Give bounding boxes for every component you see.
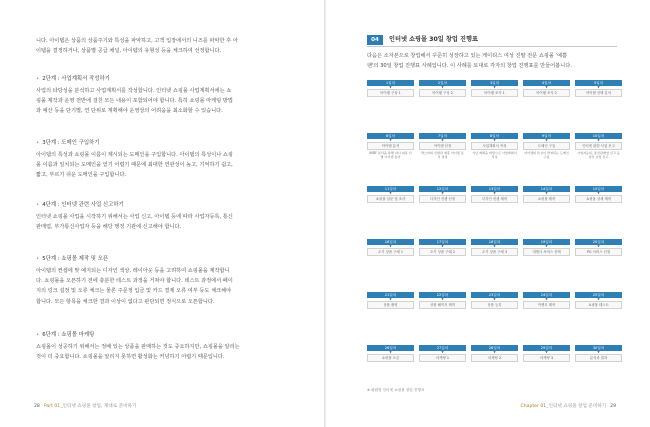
day-label: 17일차 xyxy=(419,239,466,245)
arrow-down-icon: ▼ xyxy=(597,138,600,142)
section-title: 인터넷 쇼핑몰 30일 창업 진행표 xyxy=(389,36,478,43)
task-description: 가난 계획을 바탕으로 사업계획서 작성 xyxy=(472,151,517,160)
arrow-down-icon: ▼ xyxy=(597,350,600,354)
day-label: 2일차 xyxy=(419,80,466,86)
right-page xyxy=(326,0,650,427)
arrow-down-icon: ▼ xyxy=(545,138,548,142)
day-label: 1일차 xyxy=(367,80,414,86)
text-line: 사업의 타당성을 분석하고 사업계획서를 작성합니다. 인터넷 쇼핑몰 사업계획서에는 쇼 xyxy=(36,88,232,94)
schedule-day-cell xyxy=(471,345,518,379)
day-label: 9일차 xyxy=(523,133,570,139)
task-label: 쇼핑몰 상세 제작 xyxy=(575,195,622,203)
schedule-day-cell xyxy=(575,80,622,114)
schedule-day-cell xyxy=(523,239,570,273)
task-label: 상품 페이지 제작 xyxy=(419,301,466,309)
text-line: 인터넷 쇼핑몰 사업을 시작하기 위해서는 사업 신고, 아이템 등에 따라 사업자등록, 통신 xyxy=(36,214,233,220)
task-label: 아이템 선정 xyxy=(419,142,466,150)
text-line: 다음은 소자본으로 창업해서 꾸준히 성장하고 있는 케이티스 여성 진팔 전문 쇼핑몰 '예쁨 xyxy=(367,53,567,59)
schedule-day-cell xyxy=(419,133,466,167)
schedule-day-cell xyxy=(523,292,570,326)
footer-title: _인터넷 쇼핑몰 창업 준비하기 xyxy=(546,404,607,409)
task-label: 분석과 결과 xyxy=(575,354,622,362)
text-line: 합니다. 모든 항목을 체크한 결과 이상이 없다고 판단되면 정식으로 오픈합니다. xyxy=(36,298,215,305)
intro-paragraph xyxy=(36,36,304,56)
day-label: 24일차 xyxy=(523,292,570,298)
task-label: 상품 등록 xyxy=(471,301,518,309)
task-label: 초기 상품 구매 3 xyxy=(471,248,518,256)
section-heading: • 4단계 : 인터넷 관련 사업 신고하기 xyxy=(36,202,124,208)
intro-paragraph xyxy=(367,51,622,71)
schedule-day-cell xyxy=(575,133,622,167)
schedule-day-cell xyxy=(523,345,570,379)
part-label: Part 01 xyxy=(43,404,61,409)
task-label: 쇼핑몰 테스트 xyxy=(575,301,622,309)
day-label: 25일차 xyxy=(575,292,622,298)
day-label: 7일차 xyxy=(419,133,466,139)
arrow-down-icon: ▼ xyxy=(545,244,548,248)
task-label: 아이템 분석 xyxy=(367,142,414,150)
task-description xyxy=(419,203,466,220)
section-body xyxy=(36,86,304,117)
task-description xyxy=(419,97,466,114)
task-description xyxy=(367,256,414,273)
text-line: 몰 이름과 일치되는 도메인을 얻기 어렵기 때문에 최대한 연관성이 높고, 기억하기 쉽고, xyxy=(36,162,233,169)
task-description xyxy=(523,256,570,273)
day-label: 3일차 xyxy=(471,80,518,86)
arrow-down-icon: ▼ xyxy=(493,297,496,301)
day-label: 19일차 xyxy=(523,239,570,245)
text-line: 팬'의 30일 창업 진행표 사례입니다. 이 사례를 토대로 각자의 창업 진행표를 만들어봅니다. xyxy=(367,63,572,70)
schedule-day-cell xyxy=(471,239,518,273)
schedule-day-cell xyxy=(471,186,518,220)
task-description: IMDF 분석을 통해 자사 의류 선별 아이템 분석 xyxy=(369,151,412,160)
task-description xyxy=(575,203,622,220)
schedule-day-cell xyxy=(575,345,622,379)
section-body xyxy=(36,212,304,232)
day-label: 12일차 xyxy=(419,186,466,192)
text-line: 아이템의 컨셉에 맞 예지되는 디자인 색상, 레이아웃 등을 고려하여 쇼핑몰을 제작합니 xyxy=(36,268,230,274)
arrow-down-icon: ▼ xyxy=(545,297,548,301)
left-footer xyxy=(30,403,136,409)
page-number: 29 xyxy=(610,404,616,409)
day-label: 5일차 xyxy=(575,80,622,86)
arrow-down-icon: ▼ xyxy=(597,85,600,89)
task-label: 마케팅 2 xyxy=(471,354,518,362)
section-body xyxy=(36,150,304,181)
task-description xyxy=(523,97,570,114)
task-label: 마케팅 1 xyxy=(419,354,466,362)
schedule-table xyxy=(367,80,622,398)
task-description: 사업자등록, 통신판매업 신고 등 관련 사업 신고 xyxy=(577,151,620,160)
day-label: 21일차 xyxy=(367,292,414,298)
task-description xyxy=(367,309,414,326)
task-label: 아이템 조사 2 xyxy=(523,89,570,97)
day-label: 11일차 xyxy=(367,186,414,192)
text-line: 아이템의 특성과 쇼핑몰 이름이 제시되는 도메인을 구입합니다. 아이템의 특성이나 쇼핑 xyxy=(36,152,233,158)
task-label: 이벤트 제작 xyxy=(523,301,570,309)
schedule-day-cell xyxy=(367,186,414,220)
arrow-down-icon: ▼ xyxy=(493,350,496,354)
table-caption: ※ 회원명 인터넷 쇼핑몰 창업 진행표 xyxy=(367,388,425,392)
task-description xyxy=(523,362,570,379)
schedule-day-cell xyxy=(471,133,518,167)
text-line: 쇼핑몰이 성공하기 위해서는 정배 있는 상품을 판매하는 것도 중요하지만, 쇼핑몰을 알리는 xyxy=(36,344,240,350)
arrow-down-icon: ▼ xyxy=(389,297,392,301)
task-description xyxy=(471,362,518,379)
schedule-day-cell xyxy=(471,292,518,326)
arrow-down-icon: ▼ xyxy=(493,191,496,195)
schedule-day-cell xyxy=(367,80,414,114)
day-label: 27일차 xyxy=(419,345,466,351)
section-body xyxy=(36,342,304,362)
task-description xyxy=(419,309,466,326)
text-line: 것이 더 중요합니다. 쇼핑몰을 알리지 못하면 활성화는 커녕하기 어렵기 때문입니다. xyxy=(36,354,225,361)
schedule-day-cell xyxy=(367,239,414,273)
task-description xyxy=(419,362,466,379)
task-description xyxy=(471,256,518,273)
task-description xyxy=(575,362,622,379)
text-line: 다. 쇼핑몰을 오픈하기 전에 충분한 테스트 과정을 거쳐야 합니다. 테스트 과정에서 페이 xyxy=(36,278,233,285)
task-label: 쇼핑몰 오픈 xyxy=(367,354,414,362)
page-number: 28 xyxy=(34,404,40,409)
arrow-down-icon: ▼ xyxy=(493,85,496,89)
schedule-day-cell xyxy=(523,80,570,114)
section-heading: • 3단계 : 도메인 구입하기 xyxy=(36,140,100,146)
task-description: 박스터의 신발과 제휴 아이템 분석 결정 xyxy=(421,151,464,160)
text-line: 니다. 아이템은 상품의 상품주기와 특성을 파악하고, 고객 입장에서의 니즈를 파악한 후 아 xyxy=(36,38,238,44)
day-label: 10일차 xyxy=(575,133,622,139)
schedule-day-cell xyxy=(575,186,622,220)
day-label: 6일차 xyxy=(367,133,414,139)
task-description xyxy=(471,203,518,220)
section-title-bar xyxy=(367,34,617,47)
task-label: 쇼핑몰 설문 및 조사 xyxy=(367,195,414,203)
arrow-down-icon: ▼ xyxy=(389,138,392,142)
schedule-day-cell xyxy=(523,133,570,167)
day-label: 8일차 xyxy=(471,133,518,139)
schedule-day-cell xyxy=(419,80,466,114)
task-label: 아이템 선택 분석 xyxy=(575,89,622,97)
schedule-day-cell xyxy=(419,186,466,220)
schedule-week-row xyxy=(367,80,622,133)
schedule-day-cell xyxy=(419,345,466,379)
section-body xyxy=(36,266,304,307)
day-label: 15일차 xyxy=(575,186,622,192)
arrow-down-icon: ▼ xyxy=(441,138,444,142)
task-label: 마케팅 3 xyxy=(523,354,570,362)
task-description xyxy=(471,97,518,114)
schedule-day-cell xyxy=(575,292,622,326)
text-line: 이템을 결정하거나, 상품별 공급 채널, 아이템의 유형성 등을 체크하여 선정합니다. xyxy=(36,48,222,55)
arrow-down-icon: ▼ xyxy=(493,138,496,142)
section-heading: • 6단계 : 쇼핑몰 마케팅 xyxy=(36,332,95,338)
schedule-day-cell xyxy=(575,239,622,273)
task-label: 상품 촬영 xyxy=(367,301,414,309)
task-description xyxy=(419,256,466,273)
day-label: 18일차 xyxy=(471,239,518,245)
schedule-week-row xyxy=(367,186,622,239)
schedule-day-cell xyxy=(419,292,466,326)
task-label: 아이템 구상 2 xyxy=(419,89,466,97)
schedule-week-row xyxy=(367,292,622,345)
task-label: 도메인 구입 xyxy=(523,142,570,150)
schedule-day-cell xyxy=(367,292,414,326)
task-description xyxy=(523,309,570,326)
task-label: 인터넷 관련 사업 신고 xyxy=(575,142,622,150)
text-line: 지의 링크 설정 및 오류 체크는 물론 주문정 입금 및 카드 결제 오류 여부 등도 체크해야 xyxy=(36,288,232,295)
task-description xyxy=(367,203,414,220)
section-number-badge: 04 xyxy=(367,35,383,45)
schedule-day-cell xyxy=(367,345,414,379)
day-label: 28일차 xyxy=(471,345,518,351)
day-label: 13일차 xyxy=(471,186,518,192)
schedule-day-cell xyxy=(367,133,414,167)
schedule-day-cell xyxy=(471,80,518,114)
arrow-down-icon: ▼ xyxy=(545,350,548,354)
task-label: 쇼핑몰 제작 xyxy=(523,195,570,203)
chapter-label: Chapter 01 xyxy=(520,404,547,409)
task-label: PG 서비스 신청 xyxy=(575,248,622,256)
arrow-down-icon: ▼ xyxy=(441,244,444,248)
section-heading: • 2단계 : 사업계획서 작성하기 xyxy=(36,76,110,82)
task-description: 아이템의 특성이 반영되는 도메인 구입 xyxy=(524,151,569,160)
arrow-down-icon: ▼ xyxy=(545,191,548,195)
schedule-week-row xyxy=(367,133,622,186)
day-label: 26일차 xyxy=(367,345,414,351)
task-label: 아이템 구상 1 xyxy=(367,89,414,97)
schedule-week-row xyxy=(367,239,622,292)
text-line: 과 예산 등을 단기별, 연 단위로 계획해야 운영상의 어려움을 최소화할 수 있습니다. xyxy=(36,108,223,115)
schedule-day-cell xyxy=(523,186,570,220)
task-description xyxy=(367,362,414,379)
day-label: 14일차 xyxy=(523,186,570,192)
day-label: 16일차 xyxy=(367,239,414,245)
day-label: 30일차 xyxy=(575,345,622,351)
task-label: 아이템 조사 1 xyxy=(471,89,518,97)
task-label: 초기 상품 구매 1 xyxy=(367,248,414,256)
text-line: 판매업, 부가통신사업자 등을 해당 행정 기관에 신고해야 합니다. xyxy=(36,224,182,231)
day-label: 22일차 xyxy=(419,292,466,298)
arrow-down-icon: ▼ xyxy=(597,244,600,248)
task-description xyxy=(523,203,570,220)
footer-title: _인터넷 쇼핑몰 창업, 제대로 준비하기 xyxy=(60,404,137,409)
task-description xyxy=(575,97,622,114)
task-label: 사업계획서 작성 xyxy=(471,142,518,150)
arrow-down-icon: ▼ xyxy=(597,191,600,195)
day-label: 29일차 xyxy=(523,345,570,351)
arrow-down-icon: ▼ xyxy=(389,191,392,195)
arrow-down-icon: ▼ xyxy=(389,85,392,89)
arrow-down-icon: ▼ xyxy=(441,297,444,301)
task-description xyxy=(575,309,622,326)
task-description xyxy=(471,309,518,326)
arrow-down-icon: ▼ xyxy=(493,244,496,248)
arrow-down-icon: ▼ xyxy=(597,297,600,301)
left-page xyxy=(0,0,324,427)
task-description xyxy=(367,97,414,114)
text-line: 핑몰 제작과 운영 전반에 걸친 모든 내용이 포함되어야 합니다. 특히 쇼핑몰 마케팅 방법 xyxy=(36,98,233,105)
task-label: 디자인 컨셉 선정 xyxy=(419,195,466,203)
task-label: 초기 상품 구매 2 xyxy=(419,248,466,256)
task-description xyxy=(575,256,622,273)
arrow-down-icon: ▼ xyxy=(389,350,392,354)
arrow-down-icon: ▼ xyxy=(441,350,444,354)
day-label: 20일차 xyxy=(575,239,622,245)
arrow-down-icon: ▼ xyxy=(441,85,444,89)
task-label: 대행사 서비스 선택 xyxy=(523,248,570,256)
task-label: 디자인 컨셉 제작 xyxy=(471,195,518,203)
day-label: 23일차 xyxy=(471,292,518,298)
schedule-day-cell xyxy=(419,239,466,273)
arrow-down-icon: ▼ xyxy=(441,191,444,195)
arrow-down-icon: ▼ xyxy=(389,244,392,248)
right-footer xyxy=(521,403,620,409)
arrow-down-icon: ▼ xyxy=(545,85,548,89)
text-line: 짧고, 부르기 쉬운 도메인을 구입합니다. xyxy=(36,172,127,179)
section-heading: • 5단계 : 쇼핑몰 제작 및 오픈 xyxy=(36,256,109,262)
day-label: 4일차 xyxy=(523,80,570,86)
